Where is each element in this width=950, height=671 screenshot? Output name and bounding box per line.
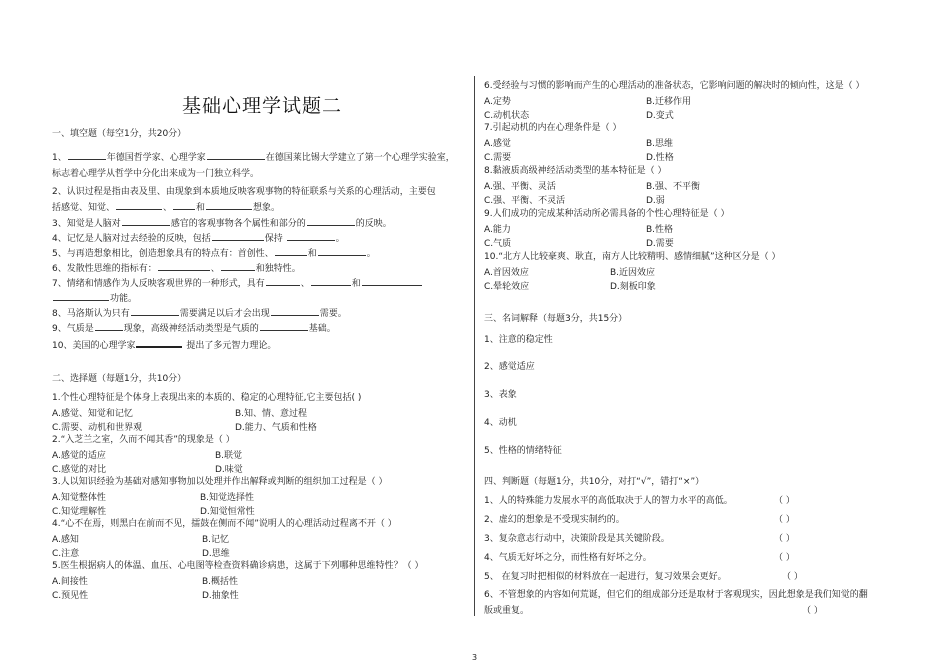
option-c: C.气质: [484, 239, 512, 249]
option-b: B.思维: [646, 139, 674, 149]
option-a: A.首因效应: [484, 268, 529, 278]
option-d: D.弱: [646, 196, 665, 206]
option-a: A.能力: [484, 225, 511, 235]
answer-paren: （ ）: [774, 534, 795, 544]
term-item: 1、注意的稳定性: [484, 335, 553, 345]
fill-question-2-cont: 括感觉、知觉、 、 和 想象。: [52, 200, 280, 214]
option-b: B.概括性: [202, 577, 239, 587]
option-c: C.知觉理解性: [52, 507, 107, 517]
judge-item: 3、复杂意志行动中，决策阶段是其关键阶段。 （ ）: [484, 534, 795, 544]
fill-question-9: 9、气质是 现象，高级神经活动类型是气质的 基础。: [52, 321, 336, 335]
option-d: D.思维: [202, 549, 230, 559]
option-c: C.需要: [484, 153, 512, 163]
option-c: C.动机状态: [484, 111, 530, 121]
option-b: B.近因效应: [610, 268, 656, 278]
option-c: C.强、平衡、不灵活: [484, 196, 566, 206]
option-b: B.强、不平衡: [646, 182, 701, 192]
answer-paren: （ ）: [802, 606, 823, 616]
judge-item-cont: 版或重复。 （ ）: [484, 606, 823, 616]
option-d: D.需要: [646, 239, 674, 249]
option-c: C.晕轮效应: [484, 282, 530, 292]
fill-question-3: 3、知觉是人脑对 感官的客观事物各个属性和部分的 的反映。: [52, 216, 392, 230]
option-b: B.迁移作用: [646, 97, 692, 107]
option-c: C.预见性: [52, 591, 89, 601]
fill-question-1: 1、 年德国哲学家、心理学家 在德国莱比锡大学建立了第一个心理学实验室，: [52, 150, 455, 164]
fill-question-10: 10、美国的心理学家 提出了多元智力理论。: [52, 337, 276, 352]
option-d: D.味觉: [215, 465, 243, 475]
page-title: 基础心理学试题二: [181, 95, 342, 117]
option-d: D.变式: [646, 111, 674, 121]
option-a: A.知觉整体性: [52, 493, 106, 503]
option-d: D.性格: [646, 153, 674, 163]
option-a: A.感知: [52, 535, 79, 545]
section-fill-header: 一、填空题（每空1分，共20分）: [52, 129, 187, 139]
option-a: A.强、平衡、灵活: [484, 182, 556, 192]
option-b: B.知觉选择性: [200, 493, 255, 503]
term-item: 3、表象: [484, 390, 517, 400]
option-d: D.知觉恒常性: [200, 507, 255, 517]
judge-item: 1、人的特殊能力发展水平的高低取决于人的智力水平的高低。 （ ）: [484, 496, 795, 506]
option-a: A.间接性: [52, 577, 88, 587]
answer-paren: （ ）: [774, 496, 795, 506]
option-d: D.抽象性: [202, 591, 239, 601]
term-item: 4、动机: [484, 418, 517, 428]
fill-question-1-cont: 标志着心理学从哲学中分化出来成为一门独立科学。: [52, 169, 260, 179]
option-b: B.性格: [646, 225, 674, 235]
fill-question-8: 8、马洛斯认为只有 需要满足以后才会出现 需要。: [52, 306, 347, 320]
fill-question-2: 2、认识过程是指由表及里、由现象到本质地反映客观事物的特征联系与关系的心理活动，主要包: [52, 187, 436, 197]
page-number: 3: [472, 653, 478, 662]
fill-question-7-cont: 功能。: [52, 291, 137, 305]
option-c: C.感觉的对比: [52, 465, 107, 475]
section-choice-header: 二、选择题（每题1分，共10分）: [52, 374, 187, 384]
fill-question-7: 7、情绪和情感作为人反映客观世界的一种形式，具有 、 和: [52, 276, 423, 290]
option-b: B.记忆: [202, 535, 230, 545]
judge-item: 2、虚幻的想象是不受现实制约的。 （ ）: [484, 515, 795, 525]
option-a: A.感觉: [484, 139, 511, 149]
answer-paren: （ ）: [774, 553, 795, 563]
section-terms-header: 三、名词解释（每题3分，共15分）: [484, 314, 628, 324]
option-d: D.能力、气质和性格: [235, 423, 317, 433]
judge-item: 5、 在复习时把相似的材料放在一起进行，复习效果会更好。 （ ）: [484, 572, 803, 582]
option-a: A.感觉的适应: [52, 451, 106, 461]
section-judge-header: 四、判断题（每题1分，共10分，对打“√”，错打“×”）: [484, 477, 705, 487]
column-divider: [474, 76, 475, 616]
fill-question-5: 5、与再造想象相比，创造想象具有的特点有：首创性、 和 。: [52, 246, 376, 260]
fill-question-4: 4、记忆是人脑对过去经验的反映，包括 保持 。: [52, 231, 345, 245]
answer-paren: （ ）: [774, 515, 795, 525]
option-a: A.感觉、知觉和记忆: [52, 409, 133, 419]
answer-paren: （ ）: [782, 572, 803, 582]
option-b: B.联觉: [215, 451, 243, 461]
option-c: C.需要、动机和世界观: [52, 423, 143, 433]
option-c: C.注意: [52, 549, 80, 559]
fill-question-6: 6、发散性思维的指标有： 、 和独特性。: [52, 261, 301, 275]
option-b: B.知、情、意过程: [235, 409, 308, 419]
term-item: 5、性格的情绪特征: [484, 446, 562, 456]
option-a: A.定势: [484, 97, 511, 107]
judge-item: 4、气质无好坏之分，而性格有好坏之分。 （ ）: [484, 553, 795, 563]
term-item: 2、感觉适应: [484, 362, 535, 372]
judge-item: 6、不管想象的内容如何荒诞，但它们的组成部分还是取材于客观现实，因此想象是我们知觉的翻: [484, 590, 868, 600]
option-d: D.刻板印象: [610, 282, 656, 292]
